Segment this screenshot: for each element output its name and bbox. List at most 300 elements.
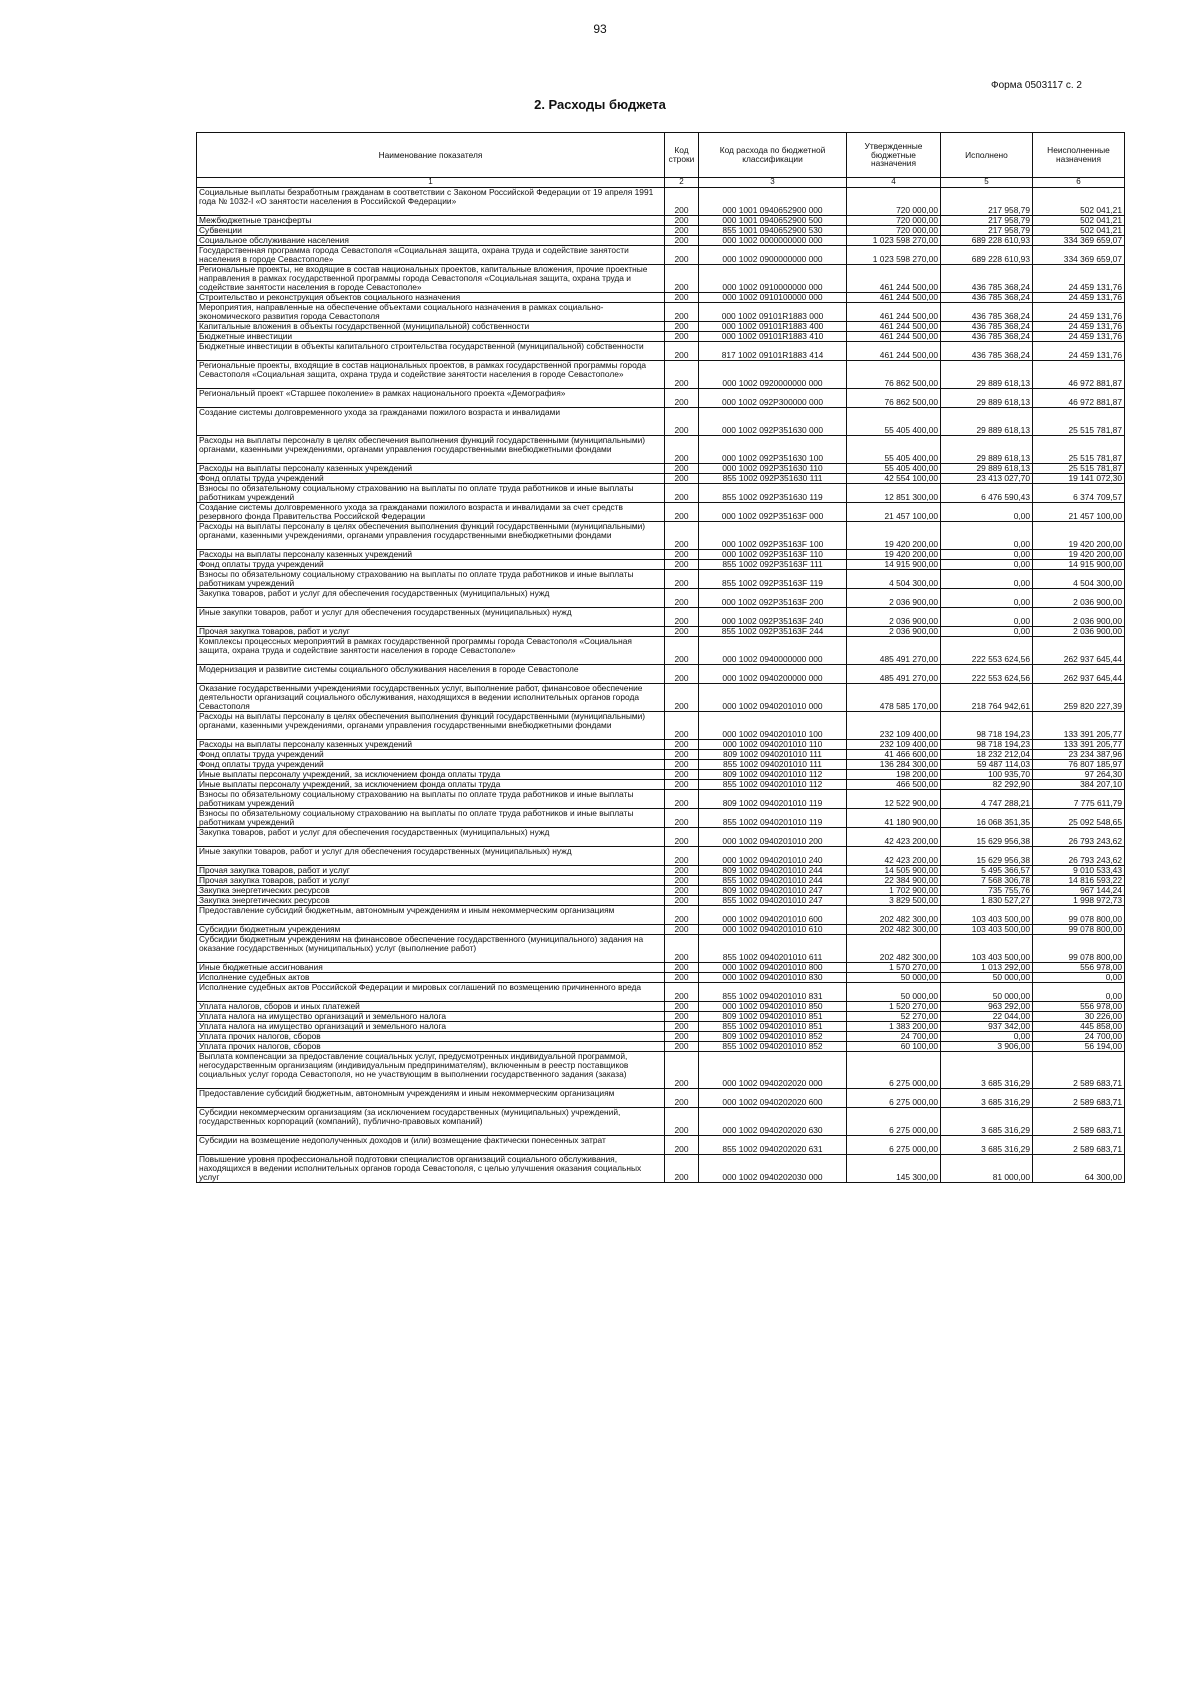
row-executed: 0,00 <box>941 503 1033 522</box>
table-row <box>197 770 1125 780</box>
row-approved: 60 100,00 <box>847 1042 941 1052</box>
row-name: Социальное обслуживание населения <box>197 236 665 246</box>
table-row <box>197 436 1125 464</box>
row-approved: 50 000,00 <box>847 983 941 1002</box>
row-line-code: 200 <box>665 342 699 361</box>
row-classification-code: 000 1002 0940202020 630 <box>699 1108 847 1136</box>
row-line-code: 200 <box>665 246 699 265</box>
row-name: Уплата налога на имущество организаций и земельного налога <box>197 1012 665 1022</box>
row-executed: 0,00 <box>941 570 1033 589</box>
row-line-code: 200 <box>665 684 699 712</box>
row-classification-code: 809 1002 0940201010 112 <box>699 770 847 780</box>
row-classification-code: 000 1002 0940201010 240 <box>699 847 847 866</box>
row-classification-code: 000 1002 0920000000 000 <box>699 361 847 389</box>
table-row <box>197 560 1125 570</box>
row-executed: 59 487 114,03 <box>941 760 1033 770</box>
row-executed: 3 906,00 <box>941 1042 1033 1052</box>
row-unexecuted: 2 036 900,00 <box>1033 589 1125 608</box>
row-classification-code: 855 1002 0940201010 111 <box>699 760 847 770</box>
row-unexecuted: 56 194,00 <box>1033 1042 1125 1052</box>
table-row <box>197 474 1125 484</box>
row-classification-code: 855 1002 092P351630 111 <box>699 474 847 484</box>
row-classification-code: 855 1002 092P351630 119 <box>699 484 847 503</box>
row-approved: 55 405 400,00 <box>847 436 941 464</box>
table-row <box>197 464 1125 474</box>
row-classification-code: 000 1002 0000000000 000 <box>699 236 847 246</box>
row-classification-code: 000 1002 092P35163F 200 <box>699 589 847 608</box>
row-classification-code: 000 1002 09101R1883 410 <box>699 332 847 342</box>
row-name: Взносы по обязательному социальному страхованию на выплаты по оплате труда работников и иные выплаты работникам учреждений <box>197 570 665 589</box>
row-name: Капитальные вложения в объекты государственной (муниципальной) собственности <box>197 322 665 332</box>
row-classification-code: 855 1002 0940201010 244 <box>699 876 847 886</box>
row-unexecuted: 445 858,00 <box>1033 1022 1125 1032</box>
row-approved: 4 504 300,00 <box>847 570 941 589</box>
row-approved: 22 384 900,00 <box>847 876 941 886</box>
row-name: Государственная программа города Севастополя «Социальная защита, охрана труда и содействие занятости населения в городе Севастополе» <box>197 246 665 265</box>
row-unexecuted: 0,00 <box>1033 983 1125 1002</box>
row-classification-code: 809 1002 0940201010 119 <box>699 790 847 809</box>
row-executed: 3 685 316,29 <box>941 1089 1033 1108</box>
row-approved: 52 270,00 <box>847 1012 941 1022</box>
row-name: Закупка энергетических ресурсов <box>197 896 665 906</box>
row-line-code: 200 <box>665 1002 699 1012</box>
row-approved: 461 244 500,00 <box>847 265 941 293</box>
row-line-code: 200 <box>665 1136 699 1155</box>
row-executed: 0,00 <box>941 522 1033 550</box>
table-row <box>197 550 1125 560</box>
row-executed: 222 553 624,56 <box>941 665 1033 684</box>
row-executed: 6 476 590,43 <box>941 484 1033 503</box>
row-name: Создание системы долговременного ухода за гражданами пожилого возраста и инвалидами <box>197 408 665 436</box>
row-unexecuted: 24 459 131,76 <box>1033 303 1125 322</box>
row-name: Строительство и реконструкция объектов социального назначения <box>197 293 665 303</box>
row-executed: 436 785 368,24 <box>941 332 1033 342</box>
row-executed: 0,00 <box>941 589 1033 608</box>
table-row <box>197 408 1125 436</box>
row-approved: 202 482 300,00 <box>847 925 941 935</box>
row-unexecuted: 2 589 683,71 <box>1033 1108 1125 1136</box>
row-line-code: 200 <box>665 550 699 560</box>
row-approved: 485 491 270,00 <box>847 665 941 684</box>
row-line-code: 200 <box>665 361 699 389</box>
table-row <box>197 828 1125 847</box>
row-line-code: 200 <box>665 963 699 973</box>
table-row <box>197 589 1125 608</box>
row-approved: 1 702 900,00 <box>847 886 941 896</box>
row-unexecuted: 24 459 131,76 <box>1033 322 1125 332</box>
row-unexecuted: 556 978,00 <box>1033 963 1125 973</box>
table-body <box>197 188 1125 1183</box>
row-classification-code: 000 1002 0940202030 000 <box>699 1155 847 1183</box>
row-executed: 29 889 618,13 <box>941 464 1033 474</box>
table-row <box>197 740 1125 750</box>
row-approved: 1 023 598 270,00 <box>847 246 941 265</box>
header-executed: Исполнено <box>941 133 1033 178</box>
row-executed: 103 403 500,00 <box>941 906 1033 925</box>
row-classification-code: 817 1002 09101R1883 414 <box>699 342 847 361</box>
row-unexecuted: 1 998 972,73 <box>1033 896 1125 906</box>
table-row <box>197 712 1125 740</box>
row-unexecuted: 2 589 683,71 <box>1033 1052 1125 1089</box>
row-line-code: 200 <box>665 770 699 780</box>
row-name: Расходы на выплаты персоналу казенных учреждений <box>197 464 665 474</box>
row-executed: 0,00 <box>941 1032 1033 1042</box>
table-row <box>197 1108 1125 1136</box>
header-name: Наименование показателя <box>197 133 665 178</box>
row-unexecuted: 76 807 185,97 <box>1033 760 1125 770</box>
row-approved: 1 023 598 270,00 <box>847 236 941 246</box>
row-line-code: 200 <box>665 322 699 332</box>
row-classification-code: 000 1002 0940200000 000 <box>699 665 847 684</box>
row-line-code: 200 <box>665 436 699 464</box>
row-name: Взносы по обязательному социальному страхованию на выплаты по оплате труда работников и иные выплаты работникам учреждений <box>197 809 665 828</box>
row-unexecuted: 262 937 645,44 <box>1033 637 1125 665</box>
row-executed: 103 403 500,00 <box>941 925 1033 935</box>
row-approved: 478 585 170,00 <box>847 684 941 712</box>
row-name: Региональный проект «Старшее поколение» в рамках национального проекта «Демография» <box>197 389 665 408</box>
row-approved: 6 275 000,00 <box>847 1108 941 1136</box>
row-approved: 202 482 300,00 <box>847 935 941 963</box>
row-line-code: 200 <box>665 925 699 935</box>
row-classification-code: 000 1002 0940202020 600 <box>699 1089 847 1108</box>
row-line-code: 200 <box>665 1155 699 1183</box>
row-name: Комплексы процессных мероприятий в рамках государственной программы города Севастополя «Социальная защита, охрана труда и содействие занятости населения в городе Севастополе» <box>197 637 665 665</box>
table-row <box>197 809 1125 828</box>
table-row <box>197 1012 1125 1022</box>
row-executed: 436 785 368,24 <box>941 342 1033 361</box>
row-classification-code: 000 1002 0940202020 000 <box>699 1052 847 1089</box>
row-unexecuted: 262 937 645,44 <box>1033 665 1125 684</box>
row-approved: 145 300,00 <box>847 1155 941 1183</box>
row-unexecuted: 2 036 900,00 <box>1033 608 1125 627</box>
table-row <box>197 293 1125 303</box>
row-name: Иные закупки товаров, работ и услуг для обеспечения государственных (муниципальных) нужд <box>197 608 665 627</box>
row-line-code: 200 <box>665 637 699 665</box>
row-unexecuted: 502 041,21 <box>1033 188 1125 216</box>
row-line-code: 200 <box>665 760 699 770</box>
row-line-code: 200 <box>665 896 699 906</box>
row-approved: 461 244 500,00 <box>847 332 941 342</box>
row-executed: 0,00 <box>941 608 1033 627</box>
row-name: Расходы на выплаты персоналу в целях обеспечения выполнения функций государственными (муниципальными) органами, казенными учреждениями, органами управления государственными внебюджетными фондами <box>197 436 665 464</box>
row-name: Уплата налогов, сборов и иных платежей <box>197 1002 665 1012</box>
row-classification-code: 855 1002 0940201010 852 <box>699 1042 847 1052</box>
row-line-code: 200 <box>665 935 699 963</box>
row-classification-code: 855 1002 0940201010 112 <box>699 780 847 790</box>
table-row <box>197 1022 1125 1032</box>
row-executed: 98 718 194,23 <box>941 740 1033 750</box>
row-executed: 217 958,79 <box>941 226 1033 236</box>
row-name: Выплата компенсации за предоставление социальных услуг, предусмотренных индивидуальной программой, негосударственным организациям (индивидуальным предпринимателям), включенным в реестр поставщиков социальных услуг города Севастополя, но не участвующим в выполнении государственного задания (заказа) <box>197 1052 665 1089</box>
row-classification-code: 000 1002 0940201010 600 <box>699 906 847 925</box>
row-approved: 14 505 900,00 <box>847 866 941 876</box>
header-approved: Утвержденные бюджетные назначения <box>847 133 941 178</box>
row-unexecuted: 502 041,21 <box>1033 216 1125 226</box>
row-executed: 50 000,00 <box>941 973 1033 983</box>
row-line-code: 200 <box>665 886 699 896</box>
row-approved: 19 420 200,00 <box>847 550 941 560</box>
row-executed: 3 685 316,29 <box>941 1136 1033 1155</box>
row-name: Закупка товаров, работ и услуг для обеспечения государственных (муниципальных) нужд <box>197 589 665 608</box>
row-unexecuted: 24 700,00 <box>1033 1032 1125 1042</box>
form-code: Форма 0503117 с. 2 <box>990 80 1082 91</box>
row-line-code: 200 <box>665 627 699 637</box>
row-classification-code: 000 1002 092P35163F 240 <box>699 608 847 627</box>
row-executed: 436 785 368,24 <box>941 303 1033 322</box>
table-row <box>197 963 1125 973</box>
row-line-code: 200 <box>665 983 699 1002</box>
row-unexecuted: 25 515 781,87 <box>1033 436 1125 464</box>
row-classification-code: 000 1002 092P351630 100 <box>699 436 847 464</box>
row-name: Исполнение судебных актов <box>197 973 665 983</box>
row-unexecuted: 556 978,00 <box>1033 1002 1125 1012</box>
row-approved: 461 244 500,00 <box>847 342 941 361</box>
row-name: Субвенции <box>197 226 665 236</box>
table-row <box>197 1136 1125 1155</box>
row-unexecuted: 384 207,10 <box>1033 780 1125 790</box>
table-row <box>197 361 1125 389</box>
row-unexecuted: 2 589 683,71 <box>1033 1136 1125 1155</box>
row-unexecuted: 26 793 243,62 <box>1033 847 1125 866</box>
row-unexecuted: 99 078 800,00 <box>1033 935 1125 963</box>
row-name: Создание системы долговременного ухода за гражданами пожилого возраста и инвалидами за счет средств резервного фонда Правительства Российской Федерации <box>197 503 665 522</box>
row-line-code: 200 <box>665 828 699 847</box>
row-unexecuted: 2 589 683,71 <box>1033 1089 1125 1108</box>
row-name: Взносы по обязательному социальному страхованию на выплаты по оплате труда работников и иные выплаты работникам учреждений <box>197 484 665 503</box>
table-row <box>197 216 1125 226</box>
row-classification-code: 855 1002 0940201010 611 <box>699 935 847 963</box>
row-unexecuted: 99 078 800,00 <box>1033 906 1125 925</box>
row-executed: 29 889 618,13 <box>941 361 1033 389</box>
row-executed: 436 785 368,24 <box>941 265 1033 293</box>
row-line-code: 200 <box>665 790 699 809</box>
row-executed: 218 764 942,61 <box>941 684 1033 712</box>
row-executed: 29 889 618,13 <box>941 408 1033 436</box>
row-executed: 0,00 <box>941 550 1033 560</box>
row-line-code: 200 <box>665 226 699 236</box>
row-executed: 7 568 306,78 <box>941 876 1033 886</box>
row-unexecuted: 19 420 200,00 <box>1033 522 1125 550</box>
row-line-code: 200 <box>665 1022 699 1032</box>
row-executed: 16 068 351,35 <box>941 809 1033 828</box>
row-unexecuted: 25 092 548,65 <box>1033 809 1125 828</box>
row-approved: 485 491 270,00 <box>847 637 941 665</box>
table-row <box>197 847 1125 866</box>
row-unexecuted: 25 515 781,87 <box>1033 464 1125 474</box>
row-name: Повышение уровня профессиональной подготовки специалистов организаций социального обслуживания, находящихся в ведении исполнительных органов города Севастополя, с целью улучшения оказания социальных услуг <box>197 1155 665 1183</box>
row-name: Предоставление субсидий бюджетным, автономным учреждениям и иным некоммерческим организациям <box>197 906 665 925</box>
row-approved: 466 500,00 <box>847 780 941 790</box>
row-executed: 217 958,79 <box>941 216 1033 226</box>
table-row <box>197 188 1125 216</box>
row-unexecuted: 97 264,30 <box>1033 770 1125 780</box>
row-line-code: 200 <box>665 1032 699 1042</box>
table-row <box>197 1052 1125 1089</box>
row-executed: 18 232 212,04 <box>941 750 1033 760</box>
row-approved: 1 570 270,00 <box>847 963 941 973</box>
row-unexecuted: 46 972 881,87 <box>1033 361 1125 389</box>
table-row <box>197 1089 1125 1108</box>
row-unexecuted: 2 036 900,00 <box>1033 627 1125 637</box>
table-row <box>197 684 1125 712</box>
row-classification-code: 809 1002 0940201010 111 <box>699 750 847 760</box>
row-classification-code: 000 1002 0940201010 850 <box>699 1002 847 1012</box>
row-classification-code: 855 1002 092P35163F 111 <box>699 560 847 570</box>
row-executed: 937 342,00 <box>941 1022 1033 1032</box>
table-row <box>197 570 1125 589</box>
row-unexecuted: 967 144,24 <box>1033 886 1125 896</box>
row-line-code: 200 <box>665 389 699 408</box>
row-executed: 1 830 527,27 <box>941 896 1033 906</box>
row-classification-code: 809 1002 0940201010 852 <box>699 1032 847 1042</box>
row-classification-code: 000 1002 0940201010 610 <box>699 925 847 935</box>
row-classification-code: 809 1002 0940201010 247 <box>699 886 847 896</box>
row-executed: 15 629 956,38 <box>941 828 1033 847</box>
row-name: Иные выплаты персоналу учреждений, за исключением фонда оплаты труда <box>197 770 665 780</box>
row-classification-code: 000 1002 092P35163F 000 <box>699 503 847 522</box>
row-classification-code: 000 1002 0940201010 830 <box>699 973 847 983</box>
row-approved: 202 482 300,00 <box>847 906 941 925</box>
row-approved: 232 109 400,00 <box>847 712 941 740</box>
row-classification-code: 000 1002 0940201010 000 <box>699 684 847 712</box>
row-name: Расходы на выплаты персоналу в целях обеспечения выполнения функций государственными (муниципальными) органами, казенными учреждениями, органами управления государственными внебюджетными фондами <box>197 522 665 550</box>
row-classification-code: 855 1002 092P35163F 119 <box>699 570 847 589</box>
row-line-code: 200 <box>665 973 699 983</box>
row-name: Прочая закупка товаров, работ и услуг <box>197 866 665 876</box>
row-unexecuted: 64 300,00 <box>1033 1155 1125 1183</box>
column-number: 2 <box>665 178 699 188</box>
row-approved: 55 405 400,00 <box>847 464 941 474</box>
row-executed: 100 935,70 <box>941 770 1033 780</box>
table-row <box>197 886 1125 896</box>
column-number: 3 <box>699 178 847 188</box>
row-unexecuted: 30 226,00 <box>1033 1012 1125 1022</box>
row-line-code: 200 <box>665 188 699 216</box>
row-line-code: 200 <box>665 484 699 503</box>
row-line-code: 200 <box>665 464 699 474</box>
table-row <box>197 1002 1125 1012</box>
column-number: 4 <box>847 178 941 188</box>
row-unexecuted: 259 820 227,39 <box>1033 684 1125 712</box>
row-approved: 42 423 200,00 <box>847 847 941 866</box>
row-unexecuted: 14 915 900,00 <box>1033 560 1125 570</box>
row-name: Расходы на выплаты персоналу казенных учреждений <box>197 740 665 750</box>
page-number: 93 <box>593 22 607 36</box>
table-row <box>197 780 1125 790</box>
row-approved: 41 180 900,00 <box>847 809 941 828</box>
table-row <box>197 342 1125 361</box>
column-numbers-row <box>197 178 1125 188</box>
row-classification-code: 855 1002 0940201010 119 <box>699 809 847 828</box>
row-classification-code: 000 1002 0910000000 000 <box>699 265 847 293</box>
row-approved: 55 405 400,00 <box>847 408 941 436</box>
row-line-code: 200 <box>665 847 699 866</box>
row-name: Бюджетные инвестиции в объекты капитального строительства государственной (муниципальной) собственности <box>197 342 665 361</box>
row-approved: 720 000,00 <box>847 216 941 226</box>
row-classification-code: 855 1001 0940652900 530 <box>699 226 847 236</box>
row-line-code: 200 <box>665 570 699 589</box>
row-approved: 1 520 270,00 <box>847 1002 941 1012</box>
table-row <box>197 503 1125 522</box>
row-unexecuted: 21 457 100,00 <box>1033 503 1125 522</box>
row-line-code: 200 <box>665 608 699 627</box>
row-approved: 198 200,00 <box>847 770 941 780</box>
row-unexecuted: 502 041,21 <box>1033 226 1125 236</box>
table-row <box>197 522 1125 550</box>
table-row <box>197 484 1125 503</box>
row-executed: 5 495 366,57 <box>941 866 1033 876</box>
row-name: Расходы на выплаты персоналу в целях обеспечения выполнения функций государственными (муниципальными) органами, казенными учреждениями, органами управления государственными внебюджетными фондами <box>197 712 665 740</box>
row-unexecuted: 24 459 131,76 <box>1033 342 1125 361</box>
row-classification-code: 000 1002 0940000000 000 <box>699 637 847 665</box>
row-name: Уплата налога на имущество организаций и земельного налога <box>197 1022 665 1032</box>
row-unexecuted: 25 515 781,87 <box>1033 408 1125 436</box>
table-row <box>197 303 1125 322</box>
row-approved: 2 036 900,00 <box>847 589 941 608</box>
row-line-code: 200 <box>665 740 699 750</box>
row-unexecuted: 334 369 659,07 <box>1033 236 1125 246</box>
row-name: Фонд оплаты труда учреждений <box>197 560 665 570</box>
row-line-code: 200 <box>665 408 699 436</box>
table-row <box>197 322 1125 332</box>
table-row <box>197 236 1125 246</box>
row-classification-code: 000 1002 09101R1883 400 <box>699 322 847 332</box>
table-row <box>197 637 1125 665</box>
row-name: Фонд оплаты труда учреждений <box>197 750 665 760</box>
table-row <box>197 1042 1125 1052</box>
row-approved: 76 862 500,00 <box>847 389 941 408</box>
table-row <box>197 608 1125 627</box>
row-line-code: 200 <box>665 216 699 226</box>
row-executed: 0,00 <box>941 560 1033 570</box>
row-approved: 50 000,00 <box>847 973 941 983</box>
row-line-code: 200 <box>665 876 699 886</box>
row-name: Региональные проекты, входящие в состав национальных проектов, в рамках государственной программы города Севастополя «Социальная защита, охрана труда и содействие занятости населения в городе Севастополе» <box>197 361 665 389</box>
row-unexecuted: 6 374 709,57 <box>1033 484 1125 503</box>
row-name: Уплата прочих налогов, сборов <box>197 1042 665 1052</box>
row-line-code: 200 <box>665 866 699 876</box>
table-row <box>197 665 1125 684</box>
row-unexecuted: 7 775 611,79 <box>1033 790 1125 809</box>
row-approved: 12 851 300,00 <box>847 484 941 503</box>
row-line-code: 200 <box>665 712 699 740</box>
row-approved: 232 109 400,00 <box>847 740 941 750</box>
row-approved: 3 829 500,00 <box>847 896 941 906</box>
row-approved: 12 522 900,00 <box>847 790 941 809</box>
row-unexecuted: 133 391 205,77 <box>1033 712 1125 740</box>
row-approved: 24 700,00 <box>847 1032 941 1042</box>
row-classification-code: 000 1002 0900000000 000 <box>699 246 847 265</box>
row-unexecuted: 9 010 533,43 <box>1033 866 1125 876</box>
row-approved: 720 000,00 <box>847 188 941 216</box>
row-approved: 42 423 200,00 <box>847 828 941 847</box>
row-line-code: 200 <box>665 503 699 522</box>
row-line-code: 200 <box>665 293 699 303</box>
row-unexecuted: 46 972 881,87 <box>1033 389 1125 408</box>
table-row <box>197 866 1125 876</box>
row-classification-code: 809 1002 0940201010 851 <box>699 1012 847 1022</box>
row-executed: 98 718 194,23 <box>941 712 1033 740</box>
row-executed: 1 013 292,00 <box>941 963 1033 973</box>
row-approved: 461 244 500,00 <box>847 293 941 303</box>
row-classification-code: 000 1002 0910100000 000 <box>699 293 847 303</box>
row-classification-code: 000 1002 092P351630 000 <box>699 408 847 436</box>
table-row <box>197 983 1125 1002</box>
row-line-code: 200 <box>665 303 699 322</box>
row-executed: 735 755,76 <box>941 886 1033 896</box>
row-approved: 2 036 900,00 <box>847 608 941 627</box>
row-name: Исполнение судебных актов Российской Федерации и мировых соглашений по возмещению причиненного вреда <box>197 983 665 1002</box>
